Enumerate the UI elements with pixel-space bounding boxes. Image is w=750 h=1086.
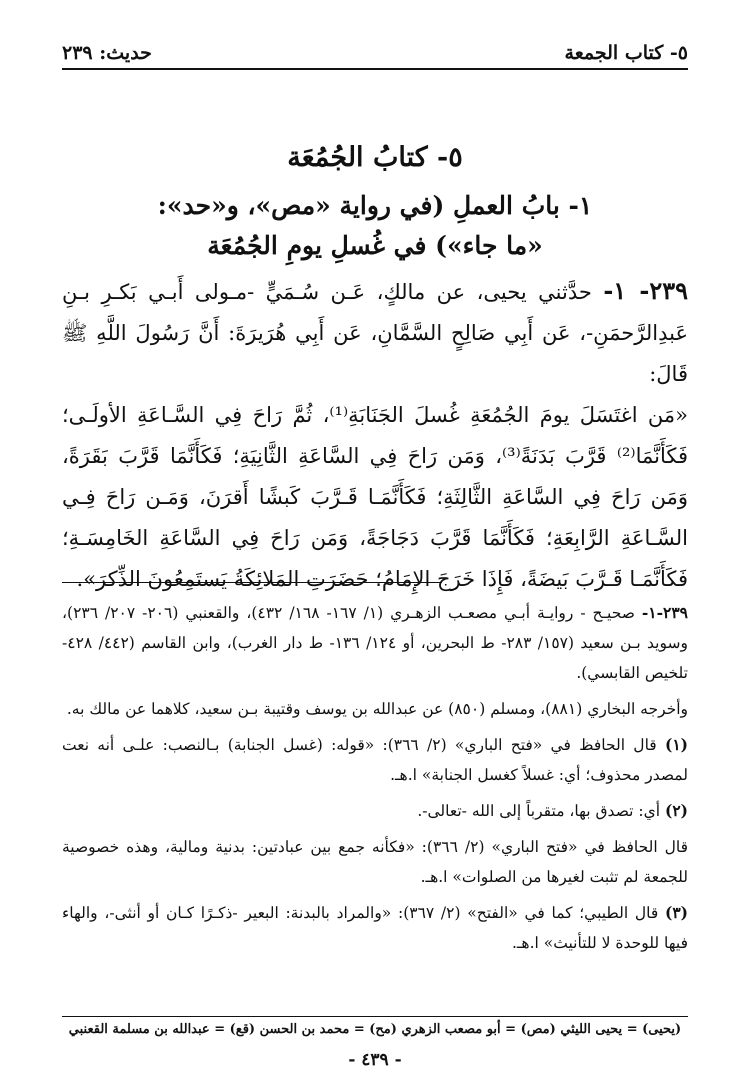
header-rule bbox=[62, 68, 688, 70]
footnote-number: ٢٣٩-١- bbox=[641, 603, 689, 622]
footnote-number: (٢) bbox=[664, 801, 688, 820]
footnote-text: قال الحافظ في «فتح الباري» (٢/ ٣٦٦): «قوله: (غسل الجنابة) بـالنصب: علـى أنه نعت لمصدر محذوف؛ أي: غسلاً كغسل الجنابة» ا.هـ. bbox=[62, 736, 688, 784]
footnote-rule bbox=[62, 582, 442, 583]
footnote-text: وأخرجه البخاري (٨٨١)، ومسلم (٨٥٠) عن عبدالله بن يوسف وقتيبة بـن سعيد، كلاهما عن مالك به. bbox=[66, 700, 688, 718]
footnote bbox=[62, 694, 688, 724]
footnote bbox=[62, 796, 688, 826]
footnote bbox=[62, 832, 688, 892]
footnote-number: (٣) bbox=[664, 903, 688, 922]
footnote-text: صحيـح - روايـة أبـي مصعـب الزهـري (١/ ١٦٧- ١٦٨/ ٤٣٢)، والقعنبي (٢٠٦- ٢٠٧/ ٢٣٦)، وسويد بـن سعيد (١٥٧/ ٢٨٣- ط البحرين، أو ١٢٤/ ١٣٦- ط دار الغرب)، وابن القاسم (٤٤٢/ ٤٢٨- تلخيص القابسي). bbox=[62, 604, 688, 682]
page-number: - ٤٣٩ - bbox=[348, 1050, 402, 1070]
footnote-text: قال الطيبي؛ كما في «الفتح» (٢/ ٣٦٧): «والمراد بالبدنة: البعير -ذكـرًا كـان أو أنثى-، والهاء فيها للوحدة لا للتأنيث» ا.هـ. bbox=[62, 904, 688, 952]
chapter-title: ٥- كتابُ الجُمُعَة bbox=[287, 142, 463, 173]
section-title: ١- بابُ العملِ (في رواية «مص»، و«حد»: «ما جاء») في غُسلِ يومِ الجُمُعَة bbox=[157, 191, 593, 260]
header-book-title: ٥- كتاب الجمعة bbox=[564, 42, 688, 64]
hadith-number: ٢٣٩- ١- bbox=[603, 276, 688, 305]
hadith-isnad-paragraph bbox=[62, 270, 688, 395]
footnote bbox=[62, 598, 688, 688]
footnote-text: قال الحافظ في «فتح الباري» (٢/ ٣٦٦): «فكأنه جمع بين عبادتين: بدنية ومالية، وهذه خصوصية للجمعة لم تثبت لغيرها من الصلوات» ا.هـ. bbox=[62, 838, 688, 886]
hadith-matn: «مَن اغتَسَلَ يومَ الجُمُعَةِ غُسلَ الجَنَابَةِ⁽¹⁾، ثُمَّ رَاحَ فِي السَّـاعَةِ الأولَـى؛ فَكَأَنَّمَا⁽²⁾ قَرَّبَ بَدَنَةً⁽³⁾، وَمَن رَاحَ فِي السَّاعَةِ الثَّانِيَةِ؛ فَكَأَنَّمَا قَرَّبَ بَقَرَةً، وَمَن رَاحَ فِي السَّاعَةِ الثَّالِثَةِ؛ فَكَأَنَّمَـا قَـرَّبَ كَبشًا أَقرَنَ، وَمَـن رَاحَ فِـي السَّـاعَةِ الرَّابِعَةِ؛ فَكَأَنَّمَا قَرَّبَ دَجَاجَةً، وَمَن رَاحَ فِي السَّاعَةِ الخَامِسَـةِ؛ فَكَأَنَّمَـا قَـرَّبَ بَيضَةً، فَإِذَا خَرَجَ الإِمَامُ؛ حَضَرَتِ المَلائِكَةُ يَستَمِعُونَ الذِّكرَ». bbox=[62, 403, 688, 591]
hadith-isnad: حدَّثني يحيى، عن مالكٍ، عَـن سُـمَيٍّ -مـولى أَبـي بَكـرِ بـنِ عَبدِالرَّحمَنِ-، عَن أَبِي صَالِحٍ السَّمَّانِ، عَن أَبِي هُرَيرَةَ: أَنَّ رَسُولَ اللَّهِ ﷺ قَالَ: bbox=[62, 280, 688, 386]
footnote bbox=[62, 898, 688, 958]
abbreviations-key: (يحيى) = يحيى الليثي (مص) = أبو مصعب الزهري (مح) = محمد بن الحسن (قع) = عبدالله بن مسلمة القعنبي bbox=[68, 1022, 682, 1037]
running-header bbox=[62, 34, 688, 64]
footnote-text: أي: تصدق بها، متقرباً إلى الله -تعالى-. bbox=[417, 802, 661, 820]
footnote bbox=[62, 730, 688, 790]
header-hadith-ref: حديث: ٢٣٩ bbox=[62, 42, 152, 64]
footnotes bbox=[62, 598, 688, 964]
hadith-text bbox=[62, 270, 688, 600]
abbreviations-rule bbox=[62, 1016, 688, 1017]
footnote-number: (١) bbox=[664, 735, 688, 754]
